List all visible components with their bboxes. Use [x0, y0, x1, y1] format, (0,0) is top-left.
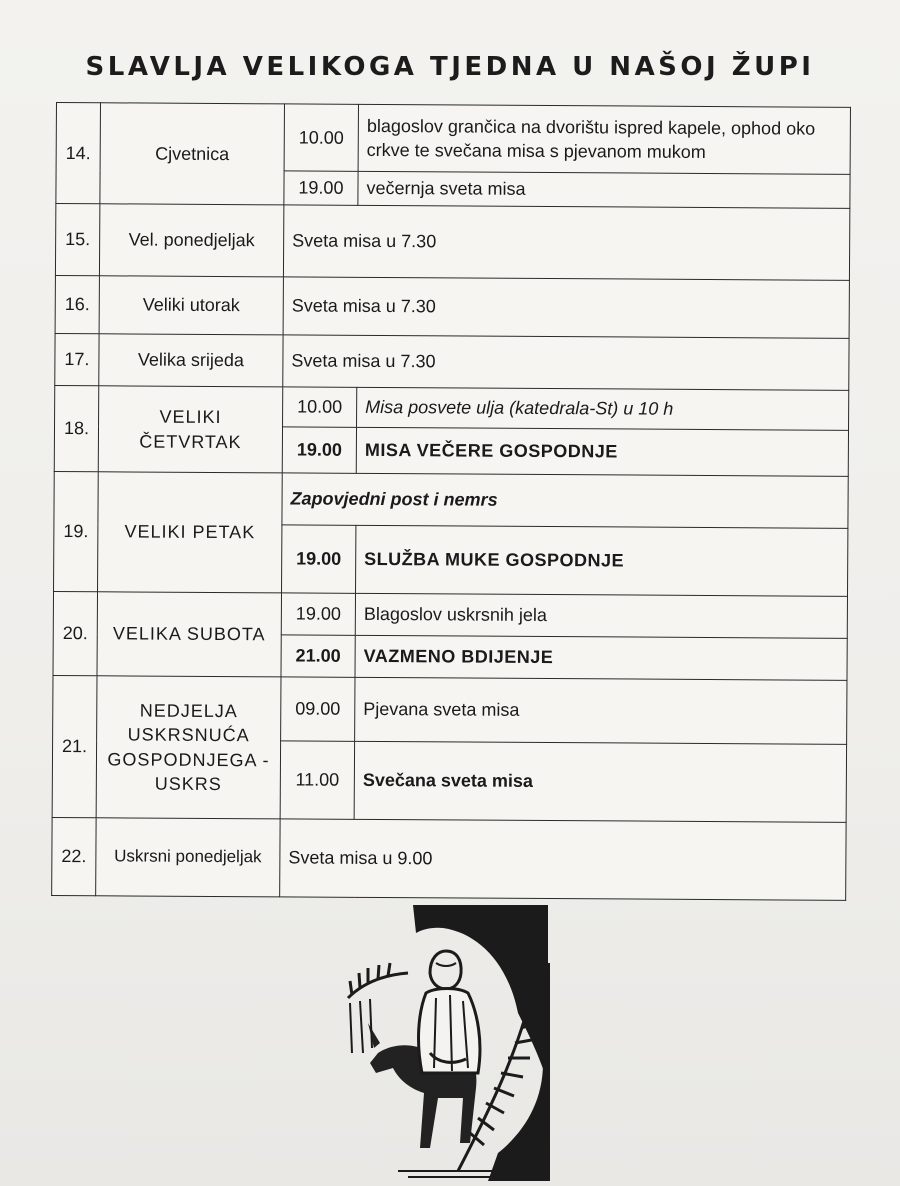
- day-number: 19.: [54, 471, 99, 591]
- day-name: VELIKI ČETVRTAK: [98, 386, 283, 473]
- description-cell: VAZMENO BDIJENJE: [355, 635, 847, 680]
- time-cell: 19.00: [282, 427, 356, 473]
- table-row: [56, 103, 850, 175]
- day-name: NEDJELJA USKRSNUĆA GOSPODNJEGA - USKRS: [96, 676, 281, 819]
- description-cell: Sveta misa u 7.30: [283, 205, 849, 280]
- time-cell: 09.00: [281, 677, 355, 741]
- day-name: Veliki utorak: [99, 276, 283, 335]
- time-cell: 19.00: [282, 525, 356, 593]
- day-number: 18.: [54, 385, 99, 471]
- table-row: [55, 275, 849, 338]
- day-name: Velika srijeda: [99, 334, 283, 387]
- palm-sunday-woodcut-illustration: [338, 903, 553, 1183]
- day-name: Vel. ponedjeljak: [99, 204, 283, 277]
- description-cell: Blagoslov uskrsnih jela: [355, 593, 847, 638]
- day-number: 22.: [52, 817, 96, 895]
- day-name: Cjvetnica: [100, 103, 285, 205]
- description-cell: blagoslov grančica na dvorištu ispred kapele, ophod oko crkve te svečana misa s pjevanom mukom: [358, 104, 850, 174]
- table-row: [55, 333, 849, 390]
- table-row: [55, 385, 849, 430]
- day-name: VELIKA SUBOTA: [97, 592, 282, 677]
- description-cell: Svečana sveta misa: [354, 741, 846, 822]
- description-cell: Sveta misa u 7.30: [283, 277, 849, 338]
- day-number: 15.: [55, 204, 99, 276]
- time-cell: 21.00: [281, 635, 355, 677]
- table-row: [53, 675, 847, 744]
- day-number: 17.: [55, 333, 99, 385]
- description-cell: večernja sveta misa: [358, 171, 850, 208]
- description-cell: Sveta misa u 9.00: [280, 819, 846, 900]
- time-cell: 19.00: [281, 593, 355, 635]
- day-number: 14.: [56, 103, 101, 204]
- table-row: [52, 817, 846, 900]
- day-number: 16.: [55, 275, 99, 333]
- day-number: 21.: [52, 675, 97, 817]
- table-row: [54, 471, 848, 528]
- table-row: [55, 204, 849, 281]
- time-cell: 11.00: [280, 741, 354, 819]
- time-cell: 19.00: [284, 171, 358, 205]
- schedule-table: [51, 102, 851, 901]
- description-cell: SLUŽBA MUKE GOSPODNJE: [356, 525, 848, 596]
- time-cell: 10.00: [284, 104, 358, 171]
- note-cell: Zapovjedni post i nemrs: [282, 473, 848, 528]
- description-cell: Pjevana sveta misa: [355, 677, 847, 744]
- day-name: VELIKI PETAK: [98, 472, 283, 593]
- description-cell: MISA VEČERE GOSPODNJE: [356, 427, 848, 476]
- description-cell: Sveta misa u 7.30: [283, 335, 849, 390]
- day-name: Uskrsni ponedjeljak: [96, 818, 280, 897]
- day-number: 20.: [53, 591, 98, 675]
- page-title: SLAVLJA VELIKOGA TJEDNA U NAŠOJ ŽUPI: [85, 52, 815, 82]
- description-cell: Misa posvete ulja (katedrala-St) u 10 h: [357, 387, 849, 430]
- table-row: [53, 591, 847, 638]
- time-cell: 10.00: [283, 387, 357, 427]
